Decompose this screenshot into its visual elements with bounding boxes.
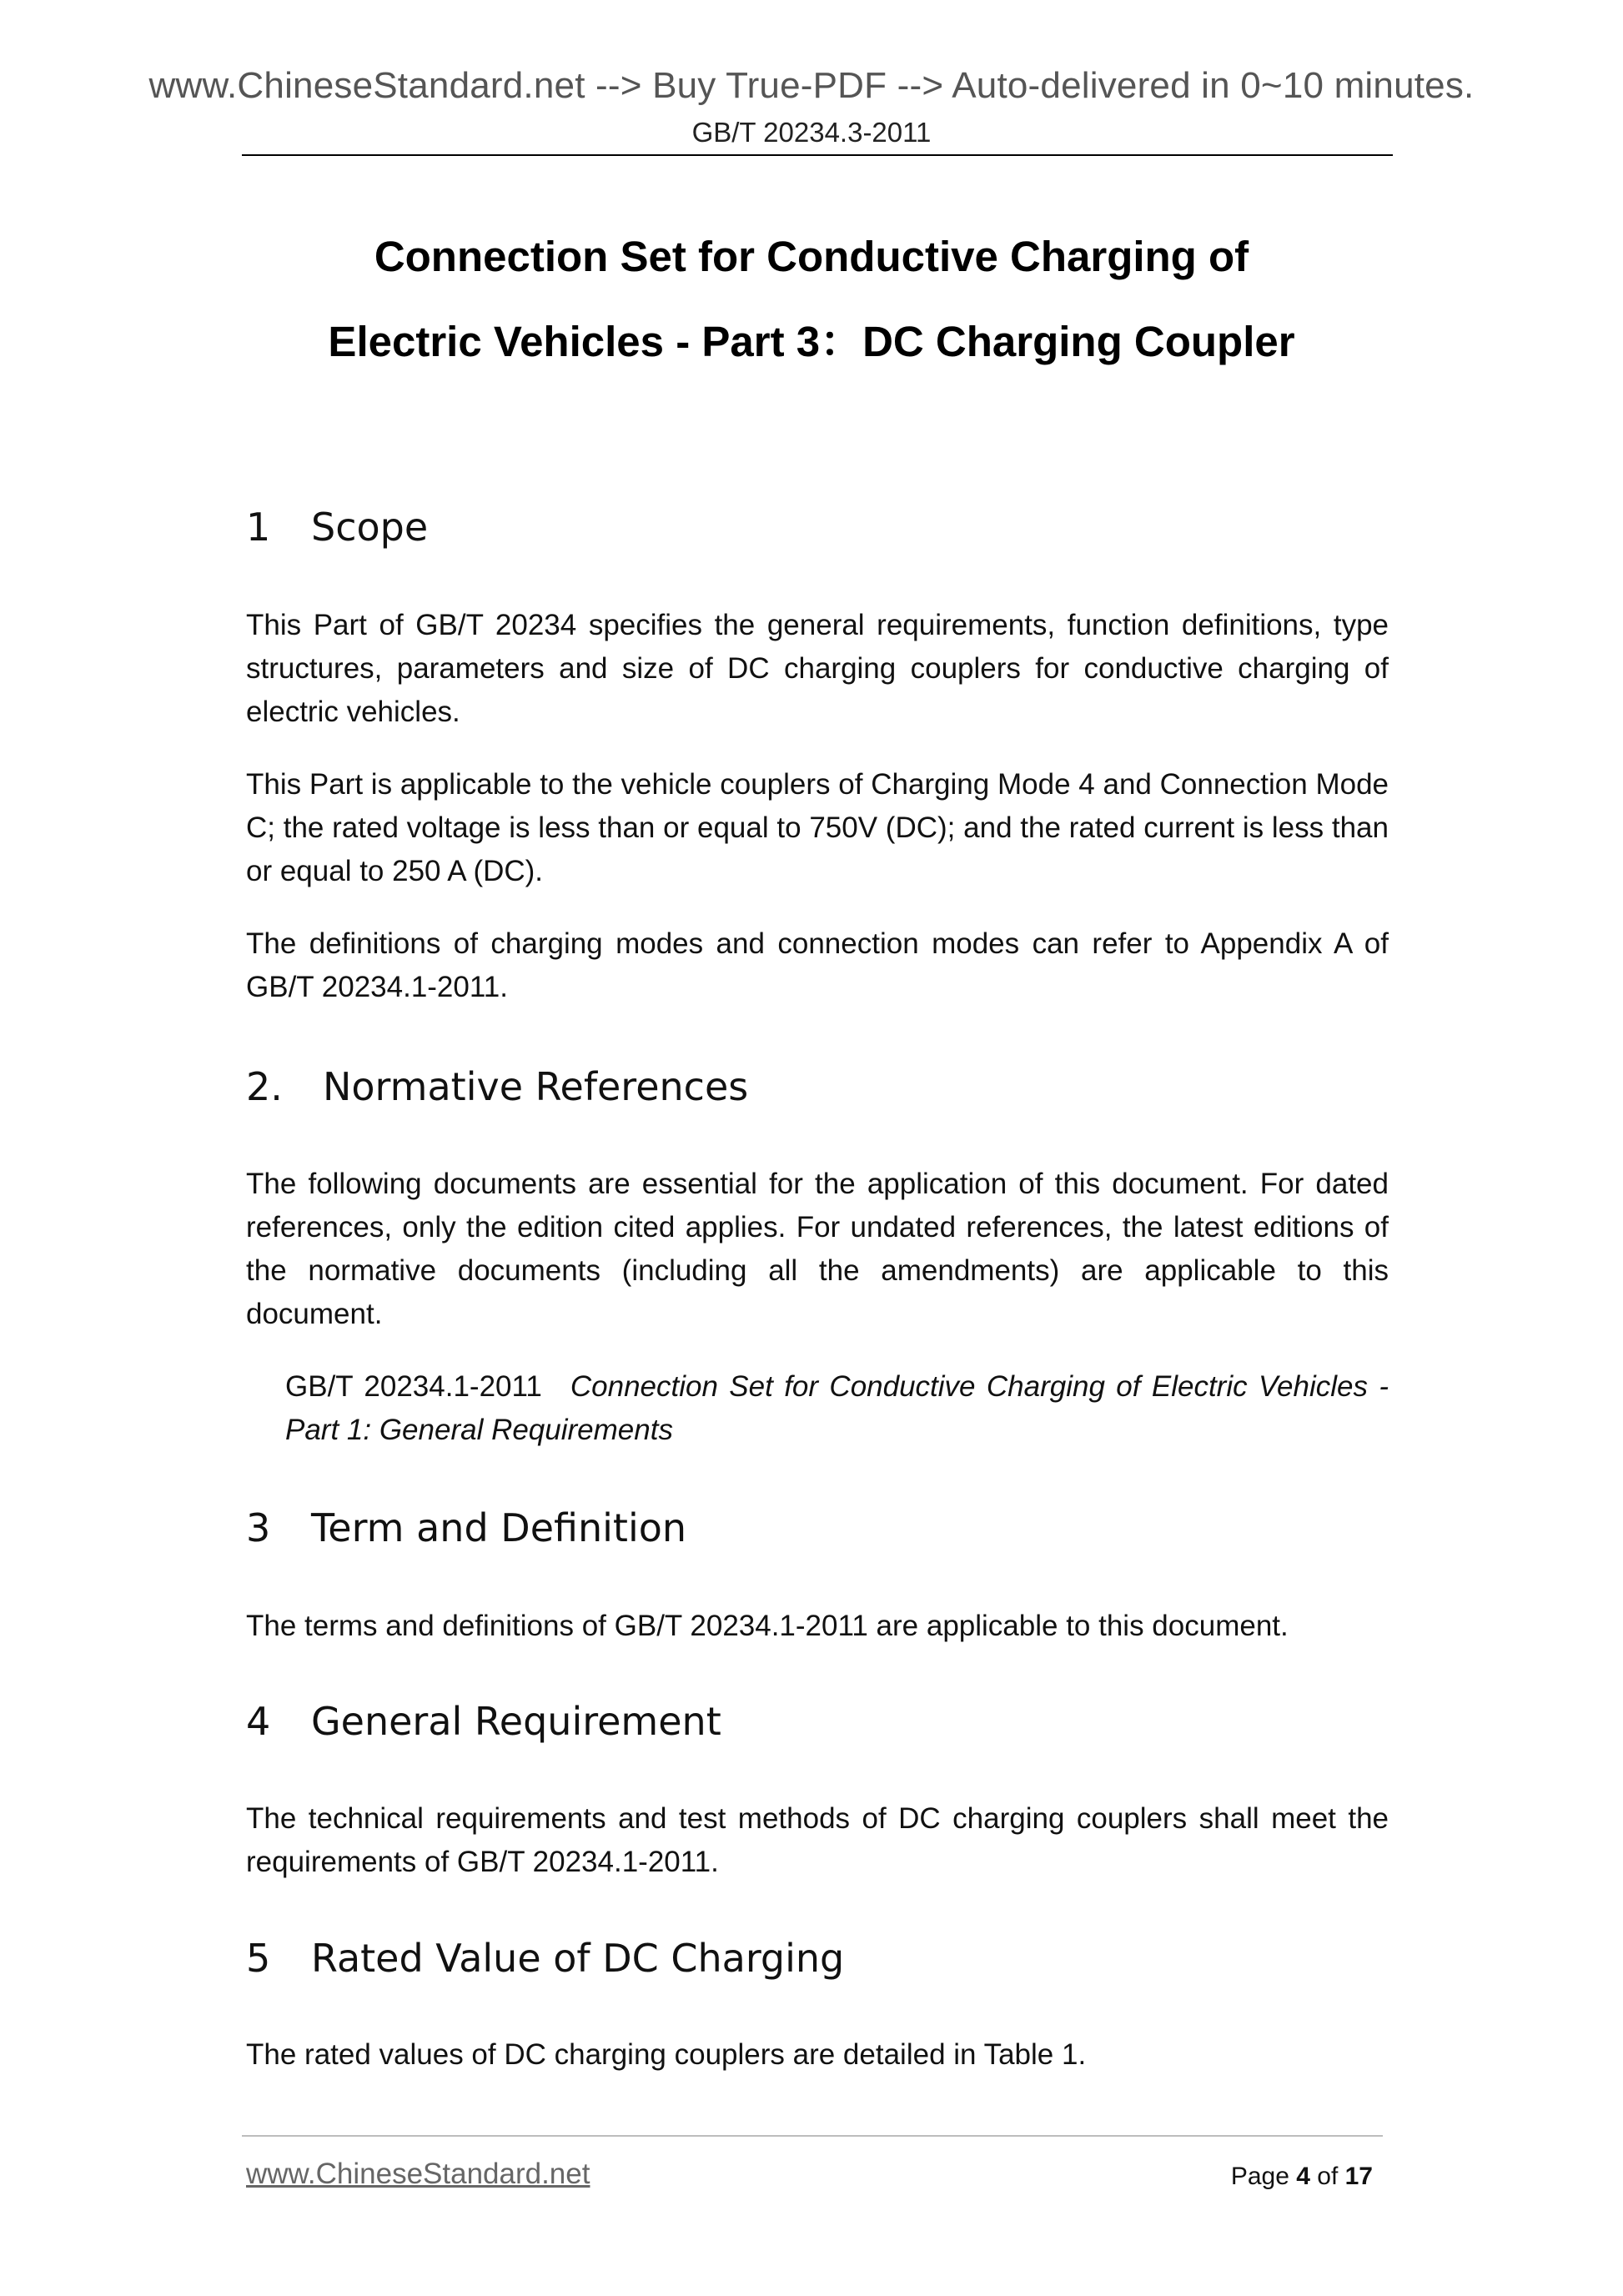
- section-title: Term and Definition: [311, 1505, 687, 1550]
- title-line-1: Connection Set for Conductive Charging of: [374, 233, 1249, 280]
- page-prefix: Page: [1230, 2163, 1297, 2190]
- title-line-2: Electric Vehicles - Part 3：DC Charging Coupler: [328, 318, 1295, 365]
- top-banner: www.ChineseStandard.net --> Buy True-PDF --> Auto-delivered in 0~10 minutes.: [148, 65, 1475, 106]
- page-of: of: [1309, 2163, 1345, 2190]
- normative-reference-entry: [285, 1365, 1389, 1452]
- scope-paragraph-1: This Part of GB/T 20234 specifies the general requirements, function definitions, type structures, parameters and size of DC charging couplers for conductive charging of electric vehicles.: [246, 609, 1389, 728]
- terms-paragraph-1: The terms and definitions of GB/T 20234.1-2011 are applicable to this document.: [246, 1610, 1289, 1642]
- reference-title: Connection Set for Conductive Charging of Electric Vehicles - Part 1: General Requirements: [285, 1370, 1389, 1446]
- section-heading-normative-references: [246, 1064, 748, 1109]
- scope-paragraph-3: The definitions of charging modes and connection modes can refer to Appendix A of GB/T 20234.1-2011.: [246, 927, 1389, 1003]
- section-number: 5: [246, 1936, 271, 1981]
- scope-paragraph-2: This Part is applicable to the vehicle couplers of Charging Mode 4 and Connection Mode C; the rated voltage is less than or equal to 750V (DC); and the rated current is less than or equal to 250 A (DC).: [246, 768, 1389, 887]
- section-number: 4: [246, 1699, 271, 1744]
- section-number: 1: [246, 505, 271, 550]
- normative-paragraph-1: The following documents are essential for the application of this document. For dated references, only the edition cited applies. For undated references, the latest editions of the normative documents (including all the amendments) are applicable to this document.: [246, 1168, 1389, 1330]
- footer-divider: [242, 2135, 1383, 2137]
- section-title: Scope: [311, 505, 429, 550]
- section-title: Normative References: [323, 1064, 749, 1109]
- document-title: [0, 214, 1623, 384]
- general-paragraph-1: The technical requirements and test methods of DC charging couplers shall meet the requirements of GB/T 20234.1-2011.: [246, 1802, 1389, 1878]
- section-heading-scope: [246, 505, 428, 550]
- rated-paragraph-1: The rated values of DC charging couplers are detailed in Table 1.: [246, 2038, 1087, 2071]
- header-divider: [242, 154, 1393, 156]
- standard-code: GB/T 20234.3-2011: [691, 117, 932, 148]
- section-heading-rated-value: [246, 1936, 844, 1981]
- section-number: 2.: [246, 1064, 283, 1109]
- section-title: Rated Value of DC Charging: [311, 1936, 845, 1981]
- section-title: General Requirement: [311, 1699, 721, 1744]
- page-current: 4: [1296, 2163, 1310, 2190]
- page-total: 17: [1344, 2163, 1373, 2190]
- page-number: [1231, 2163, 1373, 2191]
- section-number: 3: [246, 1505, 271, 1550]
- section-heading-general-requirement: [246, 1699, 721, 1744]
- footer-website-link[interactable]: www.ChineseStandard.net: [246, 2158, 590, 2190]
- section-heading-terms: [246, 1505, 686, 1550]
- reference-code: GB/T 20234.1-2011: [285, 1370, 542, 1403]
